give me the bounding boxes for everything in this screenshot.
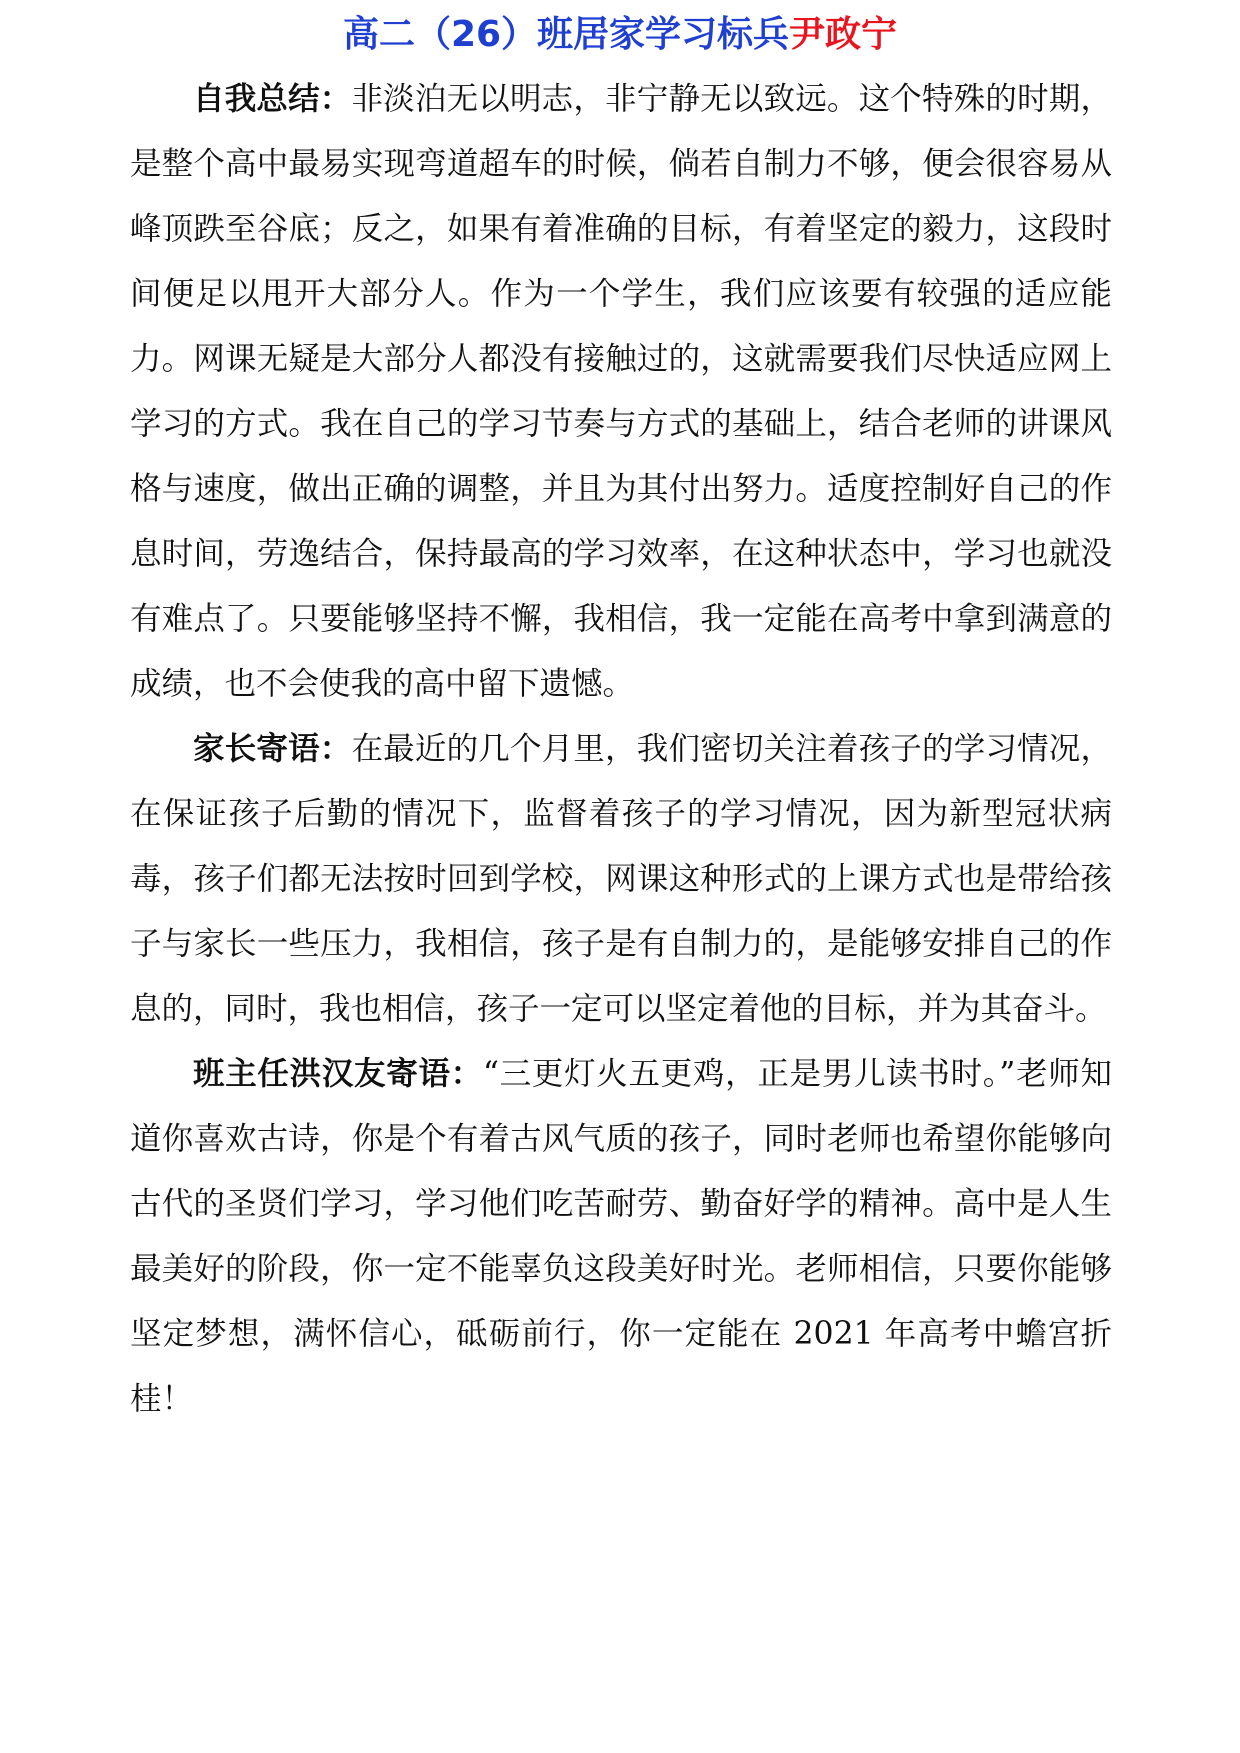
- self-summary-paragraph: [130, 67, 1112, 717]
- teacher-message-label: 班主任洪汉友寄语：: [193, 1056, 483, 1092]
- title-class-part: 高二（26）班居家学习标兵: [342, 14, 790, 55]
- teacher-message-paragraph: [130, 1042, 1112, 1432]
- self-summary-text: 非淡泊无以明志，非宁静无以致远。这个特殊的时期，是整个高中最易实现弯道超车的时候，倘若自制力不够，便会很容易从峰顶跌至谷底；反之，如果有着准确的目标，有着坚定的毅力，这段时间便足以甩开大部分人。作为一个学生，我们应该要有较强的适应能力。网课无疑是大部分人都没有接触过的，这就需要我们尽快适应网上学习的方式。我在自己的学习节奏与方式的基础上，结合老师的讲课风格与速度，做出正确的调整，并且为其付出努力。适度控制好自己的作息时间，劳逸结合，保持最高的学习效率，在这种状态中，学习也就没有难点了。只要能够坚持不懈，我相信，我一定能在高考中拿到满意的成绩，也不会使我的高中留下遗憾。: [130, 81, 1112, 702]
- teacher-message-text: “三更灯火五更鸡，正是男儿读书时。”老师知道你喜欢古诗，你是个有着古风气质的孩子，同时老师也希望你能够向古代的圣贤们学习，学习他们吃苦耐劳、勤奋好学的精神。高中是人生最美好的阶段，你一定不能辜负这段美好时光。老师相信，只要你能够坚定梦想，满怀信心，砥砺前行，你一定能在 2021 年高考中蟾宫折桂！: [130, 1056, 1112, 1417]
- parent-message-text: 在最近的几个月里，我们密切关注着孩子的学习情况，在保证孩子后勤的情况下，监督着孩子的学习情况，因为新型冠状病毒，孩子们都无法按时回到学校，网课这种形式的上课方式也是带给孩子与家长一些压力，我相信，孩子是有自制力的，是能够安排自己的作息的，同时，我也相信，孩子一定可以坚定着他的目标，并为其奋斗。: [130, 731, 1112, 1027]
- document-body: [130, 67, 1112, 1432]
- self-summary-label: 自我总结：: [193, 81, 352, 117]
- title-student-name: 尹政宁: [789, 14, 898, 55]
- parent-message-paragraph: [130, 717, 1112, 1042]
- parent-message-label: 家长寄语：: [193, 731, 352, 767]
- page-title: [0, 8, 1240, 62]
